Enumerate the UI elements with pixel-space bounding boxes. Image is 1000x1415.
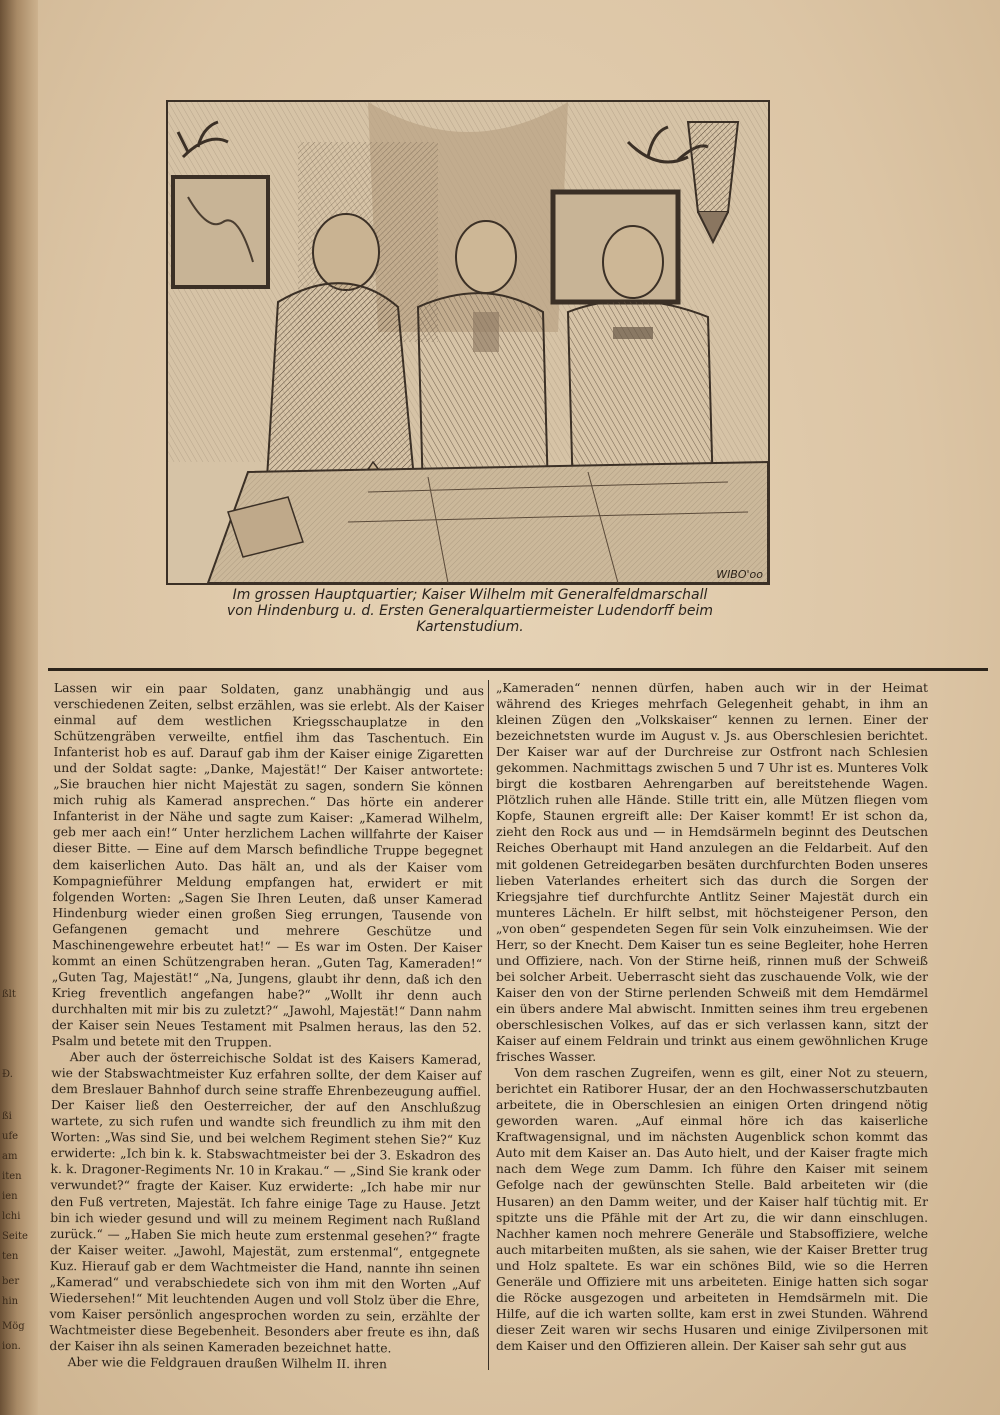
binding-fragment: Seite <box>2 1231 28 1242</box>
binding-fragment: ßlt <box>2 989 16 1000</box>
caption-line-1: Im grossen Hauptquartier; Kaiser Wilhelm mit Generalfeldmarschall <box>232 587 708 603</box>
binding-fragment: Mög <box>2 1321 25 1332</box>
binding-fragment: ien <box>2 1191 18 1202</box>
binding-fragment: hin <box>2 1296 19 1307</box>
paragraph: Aber auch der österreichische Soldat ist des Kaisers Kamerad, wie der Stabswachtmeister Kuz erfahren sollte, der dem Kaiser auf dem Breslauer Bahnhof durch seine straffe Ehrenbezeugung auffiel. Der Kaiser ließ den Oesterreicher, der auf den Anschlußzug wartete, zu sich rufen und wandte sich freundlich zu ihm mit den Worten: „Was sind Sie, und bei welchem Regiment stehen Sie?“ Kuz erwiderte: „Ich bin k. k. Stabswachtmeister bei der 3. Eskadron des k. k. Dragoner-Regiments Nr. 10 in Krakau.“ — „Sind Sie krank oder verwundet?“ fragte der Kaiser. Kuz erwiderte: „Ich habe mir nur den Fuß vertreten, Majestät. Ich fahre einige Tage zu Hause. Jetzt bin ich wieder gesund und will zu meinem Regiment nach Rußland zurück.“ — „Haben Sie mich heute zum erstenmal gesehen?“ fragte der Kaiser weiter. „Jawohl, Majestät, zum erstenmal“, entgegnete Kuz. Hierauf gab er dem Wachtmeister die Hand, nannte ihn seinen „Kamerad“ und verabschiedete sich von ihm mit den Worten „Auf Wiedersehen!“ Mit leuchtenden Augen und voll Stolz über die Ehre, vom Kaiser persönlich angesprochen worden zu sein, erzählte der Wachtmeister diese Begebenheit. Besonders aber freute es ihn, daß der Kaiser ihn als seinen Kameraden bezeichnet hatte. <box>49 1050 482 1356</box>
caption-line-3: Kartenstudium. <box>416 619 524 635</box>
binding-fragment: ten <box>2 1251 19 1262</box>
binding-fragment: lchi <box>2 1211 21 1222</box>
book-binding-edge <box>0 0 38 1415</box>
paragraph: Von dem raschen Zugreifen, wenn es gilt, einer Not zu steuern, berichtet ein Ratiborer Husar, der an den Hochwasserschutzbauten arbeitete, die in Oberschlesien an einigen Orten dringend nötig geworden waren. „Auf einmal höre ich das kaiserliche Kraftwagensignal, und im nächsten Augenblick schon kommt das Auto mit dem Kaiser an. Das Auto hielt, und der Kaiser fragte mich nach dem Wege zum Damm. Ich führe den Kaiser mit seinem Gefolge nach der gewünschten Stelle. Bald arbeiteten wir (die Husaren) an den Damm weiter, und der Kaiser half tüchtig mit. Er spitzte uns die Pfähle mit der Art zu, die wir dann einschlugen. Nachher kamen noch mehrere Generäle und Stabsoffiziere, welche auch mitarbeiten mußten, als sie sahen, wie der Kaiser Bretter trug und Holz spaltete. Es war ein schönes Bild, wie so die Herren Generäle und Offiziere mit uns arbeiteten. Einige hatten sich sogar die Röcke ausgezogen und arbeiteten in Hemdsärmeln mit. Die Hilfe, auf die ich warten sollte, kam erst in zwei Stunden. Während dieser Zeit waren wir sechs Husaren und einige Zivilpersonen mit dem Kaiser und den Offizieren allein. Der Kaiser sah sehr gut aus <box>496 1066 928 1353</box>
binding-fragment: ufe <box>2 1131 19 1142</box>
artist-signature: WIBO'oo <box>716 568 763 581</box>
binding-fragment: Ð. <box>2 1069 13 1080</box>
paragraph: Aber wie die Feldgrauen draußen Wilhelm II. ihren <box>67 1355 387 1372</box>
headquarters-scene-drawing <box>168 102 768 583</box>
binding-fragment: ßi <box>2 1111 12 1122</box>
binding-fragment: ion. <box>2 1341 21 1352</box>
binding-fragment: am <box>2 1151 18 1162</box>
column-separator <box>488 680 489 1370</box>
binding-fragment: iten <box>2 1171 22 1182</box>
illustration-caption <box>150 587 790 635</box>
section-rule <box>48 668 988 671</box>
binding-fragment: ber <box>2 1276 20 1287</box>
paragraph: „Kameraden“ nennen dürfen, haben auch wir in der Heimat während des Krieges mehrfach Gelegenheit gehabt, in ihm an kleinen Zügen den „Volkskaiser“ kennen zu lernen. Einer der bezeichnetsten wurde im August v. Js. aus Oberschlesien berichtet. Der Kaiser war auf der Durchreise zur Ostfront nach Schlesien gekommen. Nachmittags zwischen 5 und 7 Uhr ist es. Munteres Volk birgt die kostbaren Aehrengarben auf bereitstehende Wagen. Plötzlich ruhen alle Hände. Stille tritt ein, alle Mützen fliegen vom Kopfe, Staunen ergreift alle: Der Kaiser kommt! Er ist schon da, zieht den Rock aus und — in Hemdsärmeln beginnt des Deutschen Reiches Oberhaupt mit Hand anzulegen an die Feldarbeit. Auf den mit goldenen Getreidegarben besäten durchfurchten Boden unseres lieben Vaterlandes erheitert sich das durch die Sorgen der Kriegsjahre tief durchfurchte Antlitz Seiner Majestät durch ein munteres Lächeln. Er hilft selbst, mit höchsteigener Person, den „von oben“ gespendeten Segen für sein Volk einzuheimsen. Wie der Herr, so der Knecht. Dem Kaiser tun es seine Begleiter, hohe Herren und Offiziere, nach. Von der Stirne heiß, rinnen muß der Schweiß bei solcher Arbeit. Ueberrascht sieht das zuschauende Volk, wie der Kaiser den von der Stirne perlenden Schweiß mit dem Hemdärmel ein übers andere Mal abwischt. Inmitten seines ihm treu ergebenen oberschlesischen Volkes, auf das er sich verlassen kann, sitzt der Kaiser auf einem Feldrain und trinkt aus einem gewöhnlichen Kruge frisches Wasser. <box>496 681 928 1065</box>
article-left-column <box>49 680 484 1373</box>
caption-line-2: von Hindenburg u. d. Ersten Generalquartiermeister Ludendorff beim <box>226 603 714 619</box>
article-right-column <box>496 680 928 1354</box>
paragraph: Lassen wir ein paar Soldaten, ganz unabhängig und aus verschiedenen Zeiten, selbst erzählen, was sie erlebt. Als der Kaiser einmal auf dem westlichen Kriegsschauplatze in den Schützengräben verweilte, entfiel ihm das Taschentuch. Ein Infanterist hob es auf. Darauf gab ihm der Kaiser einige Zigaretten und der Soldat sagte: „Danke, Majestät!“ Der Kaiser antwortete: „Sie brauchen hier nicht Majestät zu sagen, sondern Sie können mich ruhig als Kamerad ansprechen.“ Das hörte ein anderer Infanterist in der Nähe und sagte zum Kaiser: „Kamerad Wilhelm, geb mer aach ein!“ Unter herzlichem Lachen willfahrte der Kaiser dieser Bitte. — Eine auf dem Marsch befindliche Truppe begegnet dem kaiserlichen Auto. Das hält an, und als der Kaiser vom Kompagnieführer Meldung empfangen hat, erwidert er mit folgenden Worten: „Sagen Sie Ihren Leuten, daß unser Kamerad Hindenburg wieder einen großen Sieg errungen, Tausende von Gefangenen gemacht und mehrere Geschütze und Maschinengewehre erbeutet hat!“ — Es war im Osten. Der Kaiser kommt an einen Schützengraben heran. „Guten Tag, Kameraden!“ „Guten Tag, Majestät!“ „Na, Jungens, glaubt ihr denn, daß ich den Krieg freventlich angefangen habe?“ „Wollt ihr denn auch durchhalten mit mir bis zu zuletzt?“ „Jawohl, Majestät!“ Dann nahm der Kaiser sein Neues Testament mit Psalmen heraus, las den 52. Psalm und betete mit den Truppen. <box>51 681 484 1050</box>
engraving-illustration <box>166 100 770 585</box>
